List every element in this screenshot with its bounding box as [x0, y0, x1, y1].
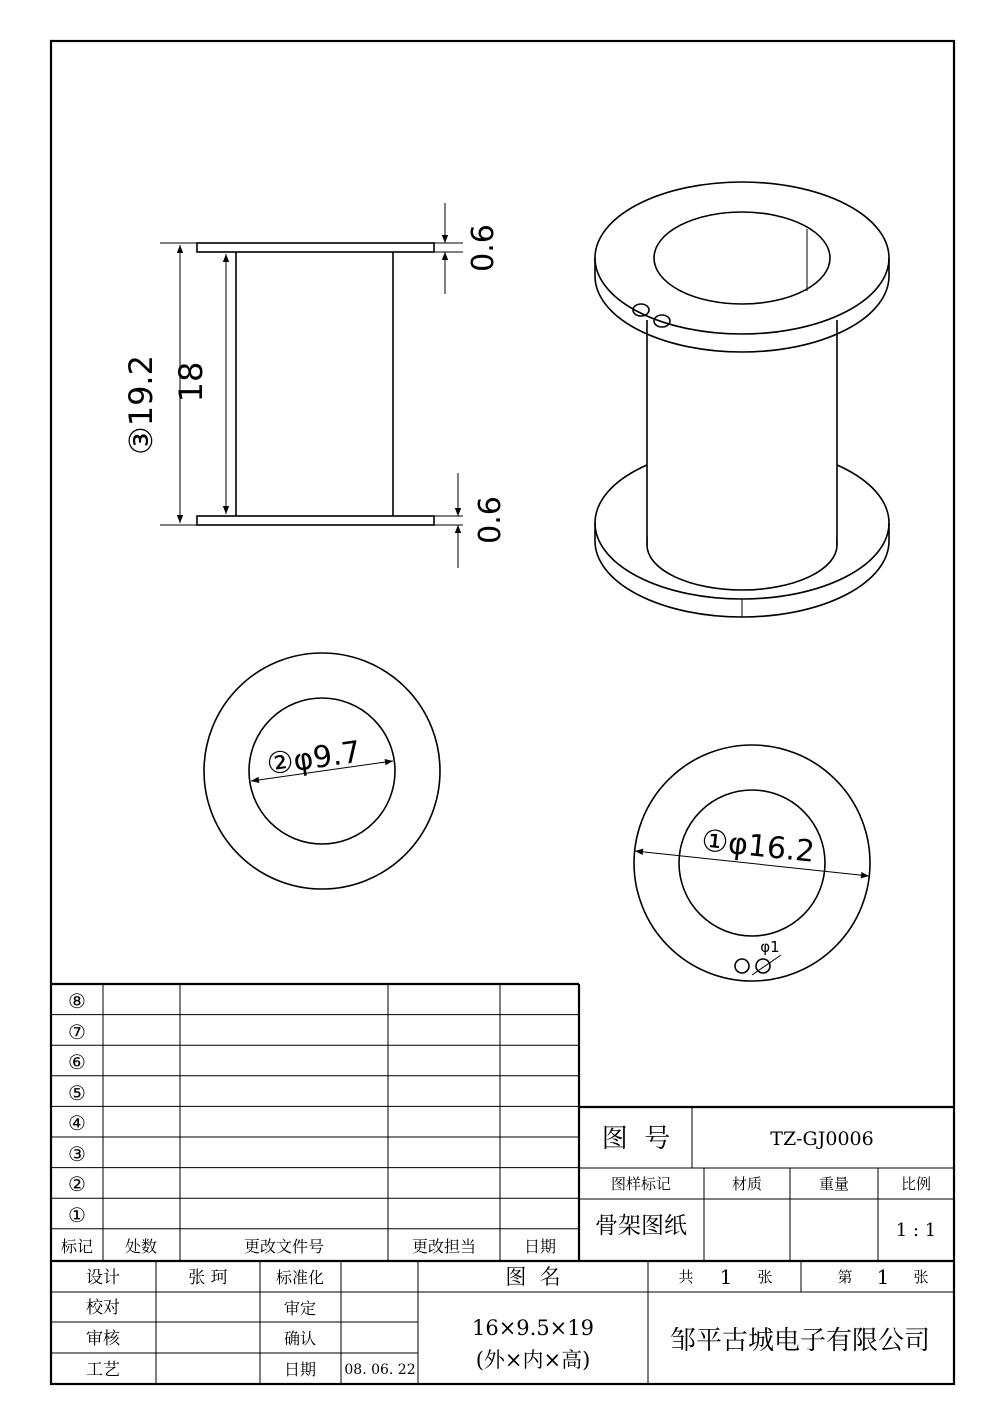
sheet-prefix: 第 [837, 1268, 853, 1286]
rev-row-4: ④ [68, 1111, 86, 1135]
scale-label: 比例 [900, 1175, 932, 1193]
iso-core-fill [648, 300, 836, 545]
drawing-number: TZ-GJ0006 [770, 1128, 874, 1150]
title-block-lower [51, 1261, 954, 1384]
confirm-label: 确认 [283, 1329, 317, 1348]
material-label: 材质 [731, 1175, 763, 1193]
flange-top-label: 0.6 [466, 224, 501, 272]
date-value: 08. 06. 22 [344, 1362, 416, 1378]
drawing-name-label: 图 名 [505, 1265, 561, 1289]
flange-bottom-label: 0.6 [473, 496, 508, 544]
outer-diameter-label: ①φ16.2 [699, 823, 817, 870]
total-sheets: 1 [719, 1265, 733, 1289]
inner-height-label: 18 [172, 361, 210, 403]
process-label: 工艺 [86, 1360, 120, 1380]
top-view-outer [634, 745, 870, 981]
weight-label: 重量 [818, 1175, 850, 1193]
scale-value: 1 : 1 [895, 1220, 937, 1241]
rev-row-1: ① [68, 1203, 86, 1227]
hole-diameter-label: φ1 [760, 938, 780, 956]
rev-header-date: 日期 [523, 1237, 557, 1256]
rev-row-7: ⑦ [68, 1020, 86, 1044]
bottom-flange [197, 516, 434, 525]
bottom-view-inner [204, 653, 440, 889]
mark-label: 图样标记 [610, 1175, 672, 1193]
date-label: 日期 [283, 1360, 317, 1379]
check-label: 校对 [86, 1298, 120, 1318]
company-name: 邹平古城电子有限公司 [669, 1326, 931, 1356]
design-label: 设计 [86, 1268, 120, 1288]
spec-line-2: (外×内×高) [475, 1348, 591, 1372]
rev-header-mark: 标记 [60, 1237, 94, 1256]
rev-row-8: ⑧ [68, 989, 86, 1013]
spec-line-1: 16×9.5×19 [471, 1316, 595, 1340]
isometric-view [595, 182, 889, 617]
rev-row-2: ② [68, 1172, 86, 1196]
drawing-number-label: 图 号 [601, 1124, 671, 1154]
sheet-number: 1 [876, 1265, 890, 1289]
top-flange [197, 243, 434, 252]
pin-hole-1 [735, 959, 749, 973]
revision-table [51, 984, 579, 1261]
total-prefix: 共 [678, 1268, 694, 1286]
rev-header-doc: 更改文件号 [243, 1237, 325, 1256]
sheet-unit-2: 张 [913, 1268, 929, 1286]
standardize-label: 标准化 [275, 1268, 325, 1287]
rev-header-owner: 更改担当 [411, 1237, 477, 1256]
inner-diameter-label: ②φ9.7 [264, 734, 363, 783]
side-view [122, 203, 508, 568]
iso-top-hole [654, 212, 830, 304]
rev-row-3: ③ [68, 1142, 86, 1166]
title-block-upper [579, 1107, 954, 1261]
approve-label: 审定 [283, 1299, 317, 1318]
designer-name: 张 珂 [188, 1268, 228, 1288]
rev-row-5: ⑤ [68, 1081, 86, 1105]
overall-height-label: ③19.2 [122, 355, 160, 455]
drawing-type: 骨架图纸 [595, 1213, 687, 1239]
rev-row-6: ⑥ [68, 1050, 86, 1074]
rev-header-count: 处数 [124, 1237, 158, 1256]
review-label: 审核 [86, 1329, 120, 1349]
sheet-unit: 张 [757, 1268, 773, 1286]
